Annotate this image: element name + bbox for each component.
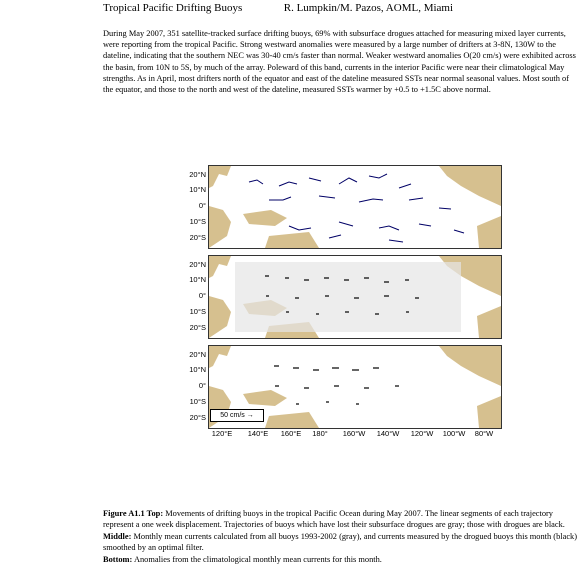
- lat-label: 0°: [198, 381, 206, 390]
- lon-label: 140°W: [376, 429, 400, 438]
- caption-bottom-label: Bottom:: [103, 555, 133, 564]
- panel-middle-map: [209, 256, 501, 338]
- lon-label: 180°: [312, 429, 328, 438]
- page-title: Tropical Pacific Drifting Buoys: [103, 2, 243, 14]
- scale-legend: 50 cm/s →: [210, 409, 264, 422]
- caption-middle-text: Monthly mean currents calculated from all buoys 1993-2002 (gray), and currents measured by the drogued buoys this month (black) smoothed by an optimal filter.: [103, 532, 578, 552]
- lat-label: 10°S: [189, 217, 206, 226]
- lon-label: 160°W: [342, 429, 366, 438]
- lat-label: 20°N: [189, 260, 206, 269]
- lat-label: 20°N: [189, 170, 206, 179]
- lon-label: 120°E: [211, 429, 233, 438]
- lon-label: 140°E: [247, 429, 269, 438]
- lat-label: 20°S: [189, 323, 206, 332]
- panel-top-map: [209, 166, 501, 248]
- lat-label: 10°N: [189, 275, 206, 284]
- figure-caption: [103, 508, 581, 566]
- lat-label: 10°N: [189, 365, 206, 374]
- lat-label: 0°: [198, 201, 206, 210]
- climatology-field: [235, 262, 461, 332]
- lat-label: 0°: [198, 291, 206, 300]
- caption-middle-label: Middle:: [103, 532, 132, 541]
- caption-bottom-text: Anomalies from the climatological monthly mean currents for this month.: [132, 555, 382, 564]
- caption-bottom: [103, 554, 581, 565]
- caption-fig-text: Movements of drifting buoys in the tropical Pacific Ocean during May 2007. The linear segments of each trajectory represent a one week displacement. Trajectories of buoys which have lost their subsurface drogues are gray; those with drogues are black.: [103, 509, 565, 529]
- lat-label: 20°S: [189, 413, 206, 422]
- lon-label: 160°E: [280, 429, 302, 438]
- page-authors: R. Lumpkin/M. Pazos, AOML, Miami: [283, 2, 454, 14]
- anomaly-vectors: [274, 366, 399, 404]
- lat-label: 20°S: [189, 233, 206, 242]
- lon-label: 120°W: [410, 429, 434, 438]
- lon-label: 80°W: [474, 429, 494, 438]
- land-mass: [209, 166, 501, 248]
- caption-fig-label: Figure A1.1 Top:: [103, 509, 164, 518]
- lat-label: 10°S: [189, 397, 206, 406]
- lat-label: 10°S: [189, 307, 206, 316]
- page-header: [103, 2, 453, 14]
- caption-top: [103, 508, 581, 530]
- lat-label: 10°N: [189, 185, 206, 194]
- caption-middle: [103, 531, 581, 553]
- summary-paragraph: During May 2007, 351 satellite-tracked surface drifting buoys, 69% with subsurface drogues attached for measuring mixed layer currents, were reporting from the tropical Pacific. Strong westward anomalies were measured by a large number of drifters at 3-8N, 130W to the dateline, indicating that the southern NEC was 30-40 cm/s faster than normal. Weaker westward anomalies O(20 cm/s) were exhibited across the basin, from 10N to 5S, by much of the array. Poleward of this band, currents in the interior Pacific were near their climatological May strengths. As in April, most drifters north of the equator and east of the dateline measured SSTs near normal seasonal values. Most south of the equator, and those to the north and west of the dateline, measured SSTs warmer by +0.5 to +1.5C above normal.: [103, 29, 576, 95]
- drifter-trajectories: [249, 174, 464, 242]
- panel-middle-mean-currents: [208, 255, 502, 339]
- lat-label: 20°N: [189, 350, 206, 359]
- lon-label: 100°W: [442, 429, 466, 438]
- panel-top-trajectories: [208, 165, 502, 249]
- figure-a1-1: [170, 165, 510, 440]
